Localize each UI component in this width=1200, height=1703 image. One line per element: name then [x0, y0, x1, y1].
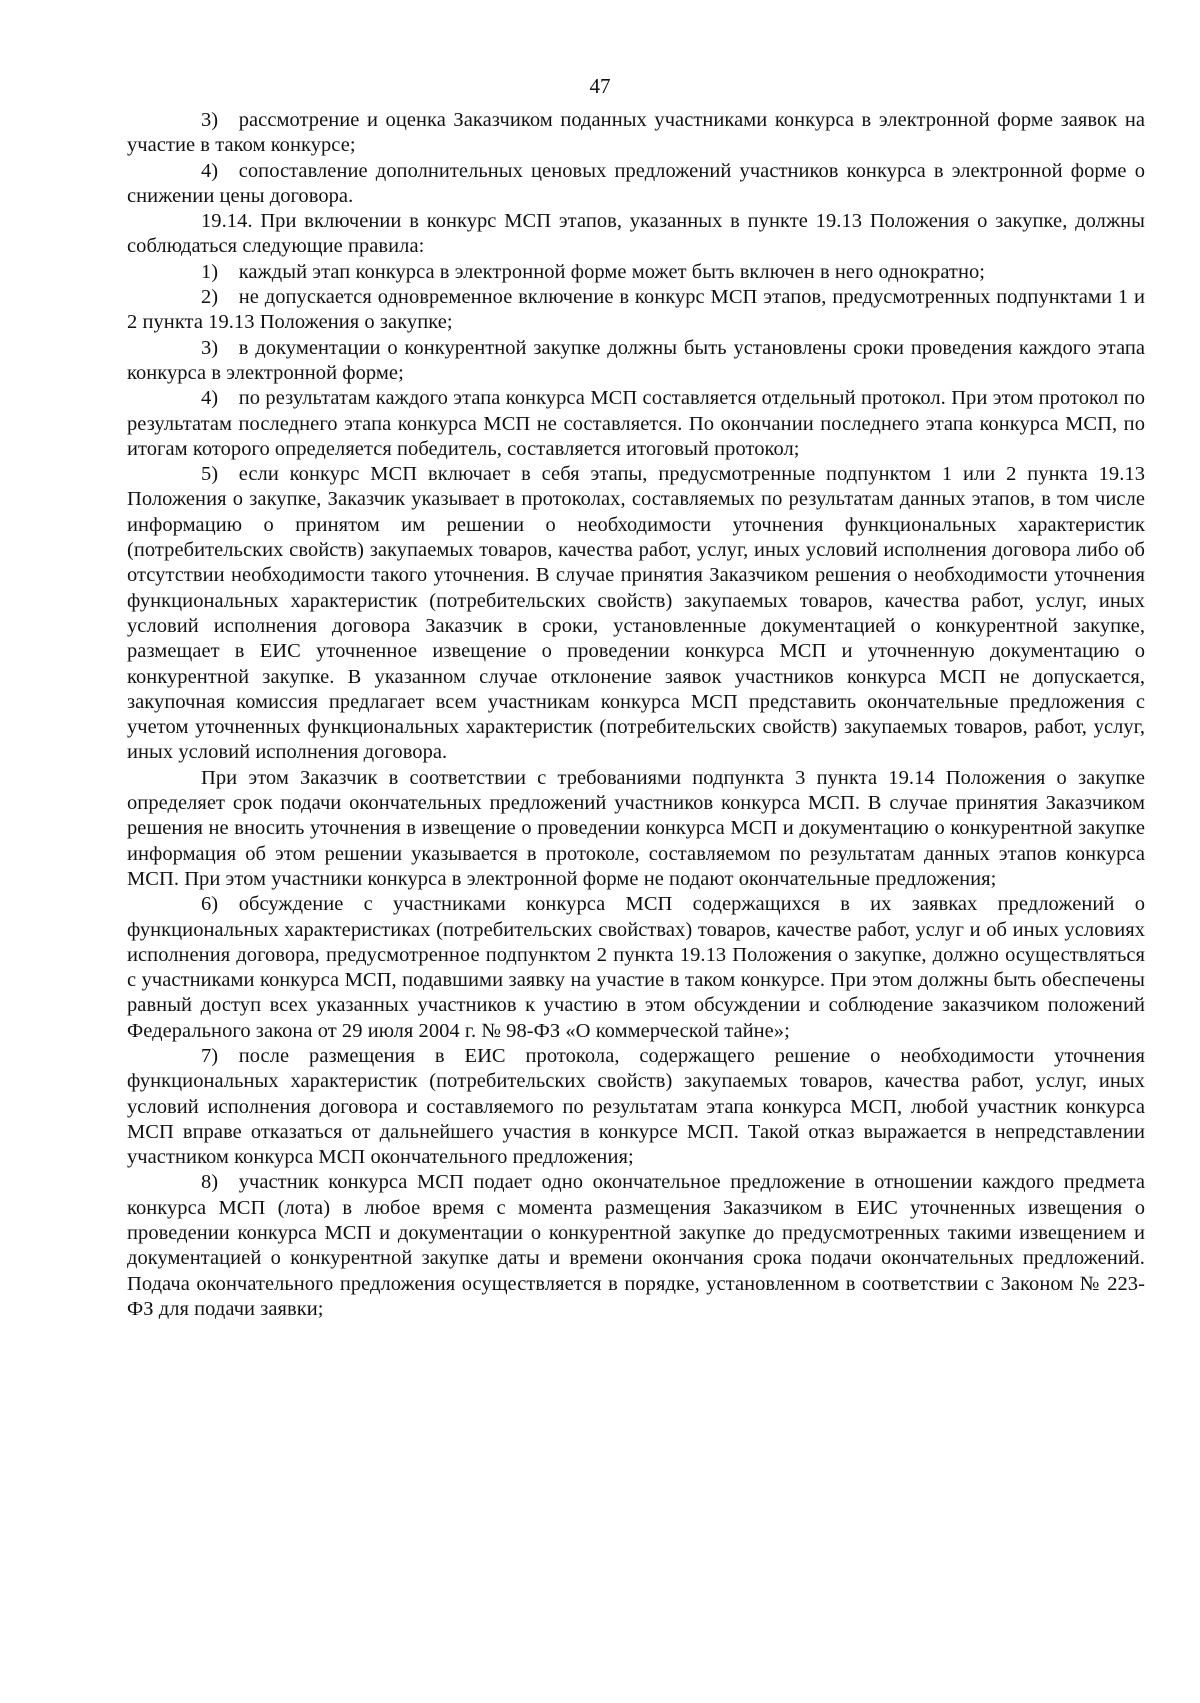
paragraph-19-14-heading: 19.14. При включении в конкурс МСП этапов, указанных в пункте 19.13 Положения о закупке, должны соблюдаться следующие правила: [127, 210, 1145, 258]
paragraph-rule-5: 5) если конкурс МСП включает в себя этапы, предусмотренные подпунктом 1 или 2 пункта 19.13 Положения о закупке, Заказчик указывает в протоколах, составляемых по результатам данных этапов, в том числе информацию о принятом им решении о необходимости уточнения функциональных характеристик (потребительских свойств) закупаемых товаров, качества работ, услуг, иных условий исполнения договора либо об отсутствии необходимости такого уточнения. В случае принятия Заказчиком решения о необходимости уточнения функциональных характеристик (потребительских свойств) закупаемых товаров, качества работ, услуг, иных условий исполнения договора Заказчик в сроки, установленные документацией о конкурентной закупке, размещает в ЕИС уточненное извещение о проведении конкурса МСП и уточненную документацию о конкурентной закупке. В указанном случае отклонение заявок участников конкурса МСП не допускается, закупочная комиссия предлагает всем участникам конкурса МСП представить окончательные предложения с учетом уточненных функциональных характеристик (потребительских свойств) закупаемых товаров, работ, услуг, иных условий исполнения договора. [127, 463, 1145, 764]
paragraph-rule-8: 8) участник конкурса МСП подает одно окончательное предложение в отношении каждого предмета конкурса МСП (лота) в любое время с момента размещения Заказчиком в ЕИС уточненных извещения о проведении конкурса МСП и документации о конкурентной закупке до предусмотренных такими извещением и документацией о конкурентной закупке даты и времени окончания срока подачи окончательных предложений. Подача окончательного предложения осуществляется в порядке, установленном в соответствии с Законом № 223-ФЗ для подачи заявки; [127, 1171, 1145, 1320]
document-body [127, 108, 1145, 1322]
paragraph-rule-6: 6) обсуждение с участниками конкурса МСП содержащихся в их заявках предложений о функциональных характеристиках (потребительских свойствах) товаров, качестве работ, услуг и об иных условиях исполнения договора, предусмотренное подпунктом 2 пункта 19.13 Положения о закупке, должно осуществляться с участниками конкурса МСП, подавшими заявку на участие в таком конкурсе. При этом должны быть обеспечены равный доступ всех указанных участников к участию в этом обсуждении и соблюдение заказчиком положений Федерального закона от 29 июля 2004 г. № 98-ФЗ «О коммерческой тайне»; [127, 893, 1145, 1042]
paragraph-rule-7: 7) после размещения в ЕИС протокола, содержащего решение о необходимости уточнения функциональных характеристик (потребительских свойств) закупаемых товаров, качества работ, услуг, иных условий исполнения договора и составляемого по результатам этапа конкурса МСП, любой участник конкурса МСП вправе отказаться от дальнейшего участия в конкурсе МСП. Такой отказ выражается в непредставлении участником конкурса МСП окончательного предложения; [127, 1044, 1145, 1169]
paragraph-item-4-price-comparison: 4) сопоставление дополнительных ценовых предложений участников конкурса в электронной форме о снижении цены договора. [127, 159, 1145, 207]
page-number: 47 [589, 74, 611, 98]
paragraph-rule-5-continuation: При этом Заказчик в соответствии с требованиями подпункта 3 пункта 19.14 Положения о закупке определяет срок подачи окончательных предложений участников конкурса МСП. В случае принятия Заказчиком решения не вносить уточнения в извещение о проведении конкурса МСП и документацию о конкурентной закупке информация об этом решении указывается в протоколе, составляемом по результатам данных этапов конкурса МСП. При этом участники конкурса в электронной форме не подают окончательные предложения; [127, 766, 1145, 890]
paragraph-rule-4: 4) по результатам каждого этапа конкурса МСП составляется отдельный протокол. При этом протокол по результатам последнего этапа конкурса МСП не составляется. По окончании последнего этапа конкурса МСП, по итогам которого определяется победитель, составляется итоговый протокол; [127, 387, 1145, 460]
paragraph-rule-1: 1) каждый этап конкурса в электронной форме может быть включен в него однократно; [201, 260, 986, 283]
paragraph-item-3-review: 3) рассмотрение и оценка Заказчиком поданных участниками конкурса в электронной форме заявок на участие в таком конкурсе; [127, 109, 1145, 157]
paragraph-rule-3: 3) в документации о конкурентной закупке должны быть установлены сроки проведения каждого этапа конкурса в электронной форме; [127, 336, 1145, 384]
paragraph-rule-2: 2) не допускается одновременное включение в конкурс МСП этапов, предусмотренных подпунктами 1 и 2 пункта 19.13 Положения о закупке; [127, 286, 1145, 334]
